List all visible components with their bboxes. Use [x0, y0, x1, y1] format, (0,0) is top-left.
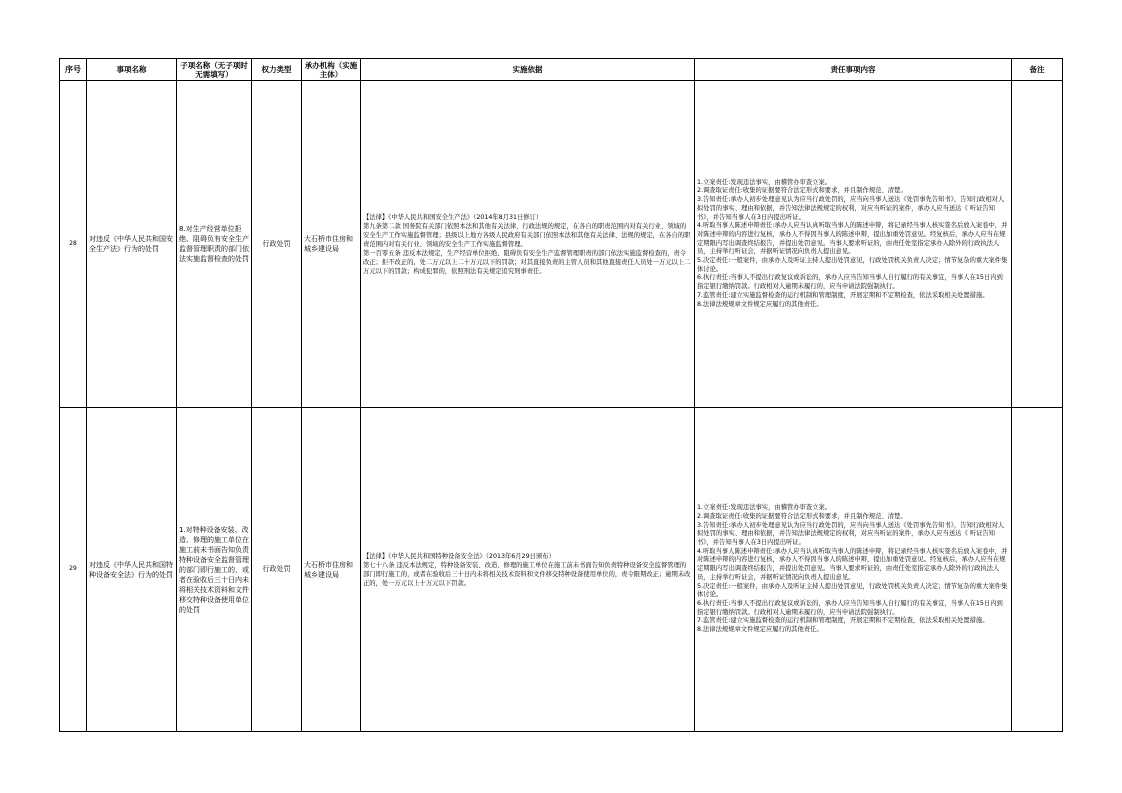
header-power-type: 权力类型 — [252, 59, 302, 81]
header-org: 承办机构（实施主体） — [302, 59, 361, 81]
serial-cell: 29 — [60, 408, 87, 732]
item-name-cell: 对违反《中华人民共和国安全生产法》行为的处罚 — [87, 81, 177, 408]
header-basis: 实施依据 — [361, 59, 695, 81]
header-serial: 序号 — [60, 59, 87, 81]
org-cell: 大石桥市住房和城乡建设局 — [302, 81, 361, 408]
item-name-cell: 对违反《中华人民共和国特种设备安全法》行为的处罚 — [87, 408, 177, 732]
responsibility-cell — [695, 408, 1012, 732]
header-row — [60, 59, 1063, 81]
note-cell — [1012, 408, 1063, 732]
header-item-name: 事项名称 — [87, 59, 177, 81]
responsibility-cell — [695, 81, 1012, 408]
org-cell: 大石桥市住房和城乡建设局 — [302, 408, 361, 732]
basis-text: 【法律】《中华人民共和国安全生产法》（2014年8月31日修订） 第九条第二款 国务院有关部门依照本法和其他有关法律、行政法规的规定，在各自的职责范围内对有关行业、领域的安全生产工作实施监督管理；县级以上地方各级人民政府有关部门依照本法和其他有关法律、法规的规定，在各自的职责范围内对有关行业、领域的安全生产工作实施监督管理。 第一百零五条 违反本法规定，生产经营单位拒绝、阻碍负有安全生产监督管理职责的部门依法实施监督检查的，责令改正；拒不改正的，处二万元以上二十万元以下的罚款；对其直接负责的主管人员和其他直接责任人员处一万元以上二万元以下的罚款；构成犯罪的，依照刑法有关规定追究刑事责任。 — [363, 213, 691, 275]
power-type-cell: 行政处罚 — [252, 408, 302, 732]
responsibility-text: 1.立案责任:发现违法事实，由稽管办审查立案。 2.调查取证责任:收集的证据要符合法定形式和要求，并且制作规范、清楚。 3.告知责任:承办人初步处理意见认为应当行政处罚的，应当向当事人送达《处罚事先告知书》，告知行政相对人拟处罚的事实、理由和依据，并告知法律法规规定的权利，对应当听证的案件，承办人应当送达《 听证告知书》，并告知当事人在3日内提出听证。 4.听取当事人陈述申辩责任:承办人应当认真听取当事人的陈述申辩，将记录经当事人核实签名后放入案卷中，并对陈述申辩的内容进行复核，承办人不得因当事人的陈述申辩，提出加重处罚意见。经复核后，承办人应当在规定期限内写出调查终结报告，并提出处罚意见。当事人要求听证的，由责任处室指定承办人除外的行政执法人员，主持举行听证会，并据听证情况向负责人提出意见。 5.决定责任:一般案件，由承办人及听证主持人提出处罚意见，行政处罚机关负责人决定；情节复杂的重大案件集体讨论。 6.执行责任:当事人不提出行政复议或诉讼的，承办人应当告知当事人自行履行的有关事宜，当事人在15日内到指定银行缴纳罚款。行政相对人逾期未履行的，应当申请法院强制执行。 7.监管责任:建立实施监督检查的运行机制和管理制度，开展定期和不定期检查，依法采取相关处置措施。 8.法律法规规章文件规定应履行的其他责任。 — [697, 178, 1008, 308]
header-sub-item: 子项名称（无子项时无需填写） — [177, 59, 252, 81]
sub-item-cell: 8.对生产经营单位拒绝、阻碍负有安全生产监督管理职责的部门依法实施监督检查的处罚 — [177, 81, 252, 408]
table-row — [60, 408, 1063, 732]
power-type-cell: 行政处罚 — [252, 81, 302, 408]
serial-cell: 28 — [60, 81, 87, 408]
sub-item-cell: 1.对特种设备安装、改造、修理的施工单位在施工前未书面告知负责特种设备安全监督管理的部门即行施工的，或者在验收后三十日内未将相关技术资料和文件移交特种设备使用单位的处罚 — [177, 408, 252, 732]
basis-cell — [361, 81, 695, 408]
table-row — [60, 81, 1063, 408]
responsibility-table — [59, 58, 1063, 732]
header-note: 备注 — [1012, 59, 1063, 81]
header-responsibility: 责任事项内容 — [695, 59, 1012, 81]
basis-cell — [361, 408, 695, 732]
note-cell — [1012, 81, 1063, 408]
basis-text: 【法律】《中华人民共和国特种设备安全法》（2013年6月29日颁布） 第七十八条 违反本法规定，特种设备安装、改造、修理的施工单位在施工前未书面告知负责特种设备安全监督管理的部门即行施工的，或者在验收后三十日内未将相关技术资料和文件移交特种设备使用单位的，责令限期改正；逾期未改正的，处一万元以上十万元以下罚款。 — [363, 552, 691, 587]
responsibility-text: 1.立案责任:发现违法事实，由稽管办审查立案。 2.调查取证责任:收集的证据要符合法定形式和要求，并且制作规范、清楚。 3.告知责任:承办人初步处理意见认为应当行政处罚的，应当向当事人送达《处罚事先告知书》，告知行政相对人拟处罚的事实、理由和依据，并告知法律法规规定的权利，对应当听证的案件，承办人应当送达《 听证告知书》，并告知当事人在3日内提出听证。 4.听取当事人陈述申辩责任:承办人应当认真听取当事人的陈述申辩，将记录经当事人核实签名后放入案卷中，并对陈述申辩的内容进行复核，承办人不得因当事人的陈述申辩，提出加重处罚意见。经复核后，承办人应当在规定期限内写出调查终结报告，并提出处罚意见。当事人要求听证的，由责任处室指定承办人除外的行政执法人员，主持举行听证会，并据听证情况向负责人提出意见。 5.决定责任:一般案件，由承办人及听证主持人提出处罚意见，行政处罚机关负责人决定；情节复杂的重大案件集体讨论。 6.执行责任:当事人不提出行政复议或诉讼的，承办人应当告知当事人自行履行的有关事宜，当事人在15日内到指定银行缴纳罚款。行政相对人逾期未履行的，应当申请法院强制执行。 7.监管责任:建立实施监督检查的运行机制和管理制度，开展定期和不定期检查，依法采取相关处置措施。 8.法律法规规章文件规定应履行的其他责任。 — [697, 504, 1008, 634]
